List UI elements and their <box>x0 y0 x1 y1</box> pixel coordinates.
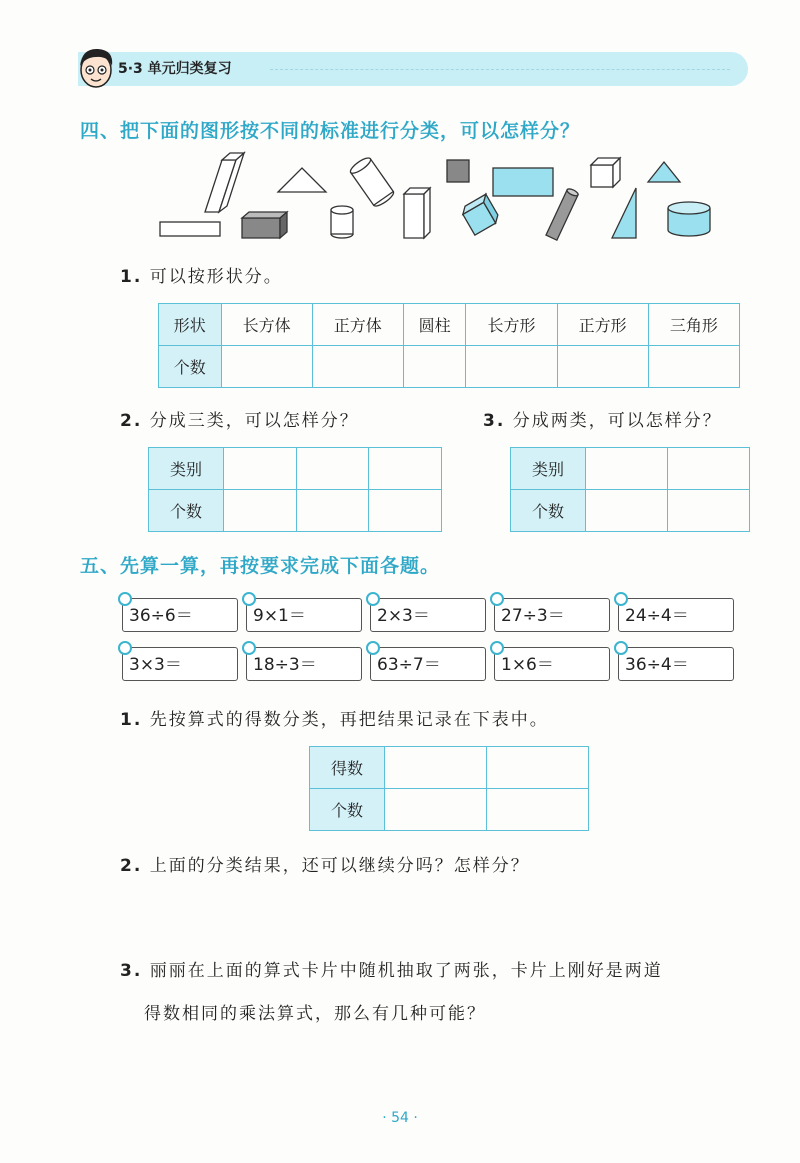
equation-card[interactable]: 1×6＝ <box>494 647 610 681</box>
answer-cell[interactable] <box>487 789 589 831</box>
answer-cell[interactable] <box>369 490 442 532</box>
page-number: · 54 · <box>382 1110 418 1126</box>
header-cell: 圆柱 <box>403 304 466 346</box>
blue-rectangle-shape <box>493 168 553 196</box>
equation-card[interactable]: 2×3＝ <box>370 598 486 632</box>
equation-card[interactable]: 63÷7＝ <box>370 647 486 681</box>
blue-tall-triangle-shape <box>612 188 636 238</box>
header-cell: 长方体 <box>221 304 312 346</box>
s4-question-3: 3. 分成两类，可以怎样分？ <box>483 411 722 431</box>
result-table <box>309 746 589 831</box>
header-cell: 正方体 <box>312 304 403 346</box>
gray-square-shape <box>447 160 469 182</box>
triangle-shape <box>278 168 326 192</box>
tall-cuboid-shape <box>205 153 244 212</box>
student-avatar-icon <box>74 44 118 92</box>
row-label: 个数 <box>149 490 224 532</box>
blue-cube-shape <box>460 194 501 235</box>
row-label: 得数 <box>310 747 385 789</box>
row-label: 个数 <box>159 346 222 388</box>
answer-cell[interactable] <box>385 747 487 789</box>
row-label: 个数 <box>511 490 586 532</box>
s4-question-1: 1. 可以按形状分。 <box>120 267 283 287</box>
three-category-table <box>148 447 442 532</box>
ring-icon <box>614 641 628 655</box>
answer-cell[interactable] <box>586 448 668 490</box>
header-cell: 正方形 <box>557 304 648 346</box>
header-cell: 形状 <box>159 304 222 346</box>
gray-cuboid-shape <box>242 212 287 238</box>
answer-cell[interactable] <box>224 448 297 490</box>
ring-icon <box>490 641 504 655</box>
row-label: 个数 <box>310 789 385 831</box>
section5-title: 五、先算一算，再按要求完成下面各题。 <box>80 555 441 577</box>
banner-divider <box>270 69 730 70</box>
row-label: 类别 <box>149 448 224 490</box>
answer-cell[interactable] <box>668 490 750 532</box>
header-cell: 长方形 <box>466 304 557 346</box>
s5-question-1: 1. 先按算式的得数分类，再把结果记录在下表中。 <box>120 710 549 730</box>
ring-icon <box>118 641 132 655</box>
equation-card[interactable]: 9×1＝ <box>246 598 362 632</box>
small-cylinder-shape <box>331 206 353 238</box>
answer-cell[interactable] <box>296 490 369 532</box>
equation-card[interactable]: 36÷6＝ <box>122 598 238 632</box>
ring-icon <box>242 592 256 606</box>
ring-icon <box>118 592 132 606</box>
ring-icon <box>366 641 380 655</box>
answer-cell[interactable] <box>586 490 668 532</box>
s5-question-3: 3. 丽丽在上面的算式卡片中随机抽取了两张，卡片上刚好是两道 <box>120 961 663 981</box>
header-cell: 三角形 <box>648 304 739 346</box>
answer-cell[interactable] <box>668 448 750 490</box>
section4-title: 四、把下面的图形按不同的标准进行分类，可以怎样分？ <box>80 120 581 142</box>
blue-cylinder-shape <box>668 202 710 236</box>
equation-card[interactable]: 24÷4＝ <box>618 598 734 632</box>
equation-card[interactable]: 18÷3＝ <box>246 647 362 681</box>
rectangle-shape <box>160 222 220 236</box>
equation-card[interactable]: 27÷3＝ <box>494 598 610 632</box>
answer-cell[interactable] <box>466 346 557 388</box>
answer-cell[interactable] <box>385 789 487 831</box>
ring-icon <box>366 592 380 606</box>
answer-cell[interactable] <box>403 346 466 388</box>
answer-cell[interactable] <box>648 346 739 388</box>
s5-question-2: 2. 上面的分类结果，还可以继续分吗？怎样分？ <box>120 856 530 876</box>
s4-question-2: 2. 分成三类，可以怎样分？ <box>120 411 359 431</box>
white-cuboid-shape <box>404 188 430 238</box>
row-label: 类别 <box>511 448 586 490</box>
answer-cell[interactable] <box>369 448 442 490</box>
ring-icon <box>490 592 504 606</box>
equation-card[interactable]: 36÷4＝ <box>618 647 734 681</box>
ring-icon <box>614 592 628 606</box>
shape-count-table <box>158 303 740 388</box>
two-category-table <box>510 447 750 532</box>
answer-cell[interactable] <box>487 747 589 789</box>
blue-triangle-shape <box>648 162 680 182</box>
shapes-illustration <box>150 150 730 250</box>
answer-cell[interactable] <box>296 448 369 490</box>
s5-question-3-line2: 得数相同的乘法算式，那么有几种可能？ <box>144 1004 486 1024</box>
answer-cell[interactable] <box>557 346 648 388</box>
tilted-cylinder-shape <box>348 155 395 208</box>
answer-cell[interactable] <box>224 490 297 532</box>
answer-cell[interactable] <box>312 346 403 388</box>
equation-card[interactable]: 3×3＝ <box>122 647 238 681</box>
ring-icon <box>242 641 256 655</box>
answer-cell[interactable] <box>221 346 312 388</box>
small-cube-shape <box>591 158 620 187</box>
header-title: 5·3 单元归类复习 <box>118 61 232 77</box>
